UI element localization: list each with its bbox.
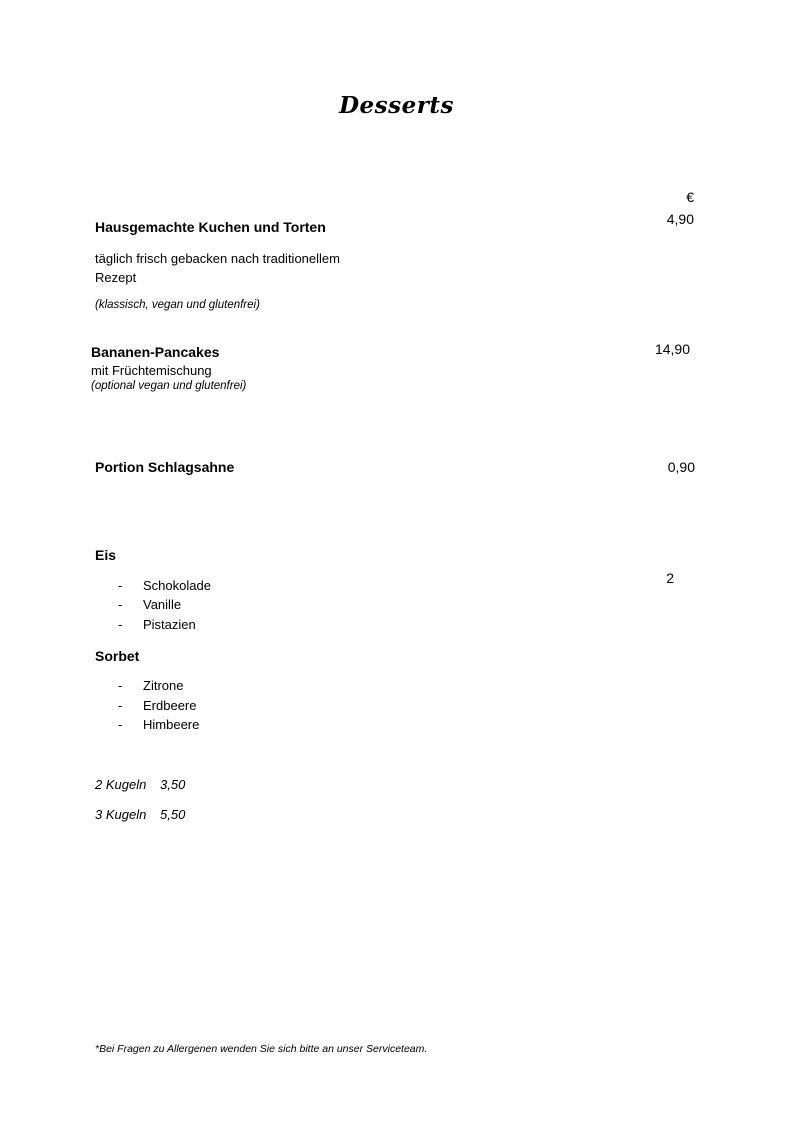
item-name-pancakes: Bananen-Pancakes	[91, 344, 220, 360]
item-price-pancakes: 14,90	[654, 341, 690, 357]
item-note-pancakes: (optional vegan und glutenfrei)	[91, 380, 247, 392]
scoop-price: 5,50	[160, 807, 186, 822]
list-marker: -	[118, 717, 123, 732]
eis-flavor: Pistazien	[143, 617, 196, 632]
item-price-sahne: 0,90	[667, 459, 695, 475]
eis-flavor: Vanille	[143, 597, 182, 612]
item-desc-pancakes: mit Früchtemischung	[91, 363, 212, 378]
item-note-kuchen: (klassisch, vegan und glutenfrei)	[95, 299, 260, 311]
scoop-label: 2 Kugeln	[95, 777, 147, 792]
sorbet-flavor: Erdbeere	[143, 698, 197, 713]
list-marker: -	[118, 617, 123, 632]
scoop-label: 3 Kugeln	[95, 807, 147, 822]
currency-symbol: €	[686, 189, 694, 205]
sorbet-flavor: Zitrone	[143, 678, 184, 693]
eis-price: 2	[666, 570, 674, 586]
item-desc-kuchen-line1: täglich frisch gebacken nach traditionellem	[95, 251, 340, 266]
allergen-footnote: *Bei Fragen zu Allergenen wenden Sie sich bitte an unser Serviceteam.	[95, 1043, 428, 1055]
section-heading-eis: Eis	[95, 547, 117, 563]
sorbet-flavor: Himbeere	[143, 717, 200, 732]
list-marker: -	[118, 678, 123, 693]
item-name-kuchen: Hausgemachte Kuchen und Torten	[95, 219, 326, 235]
item-name-sahne: Portion Schlagsahne	[95, 459, 235, 475]
list-marker: -	[118, 578, 123, 593]
item-price-kuchen: 4,90	[666, 211, 694, 227]
list-marker: -	[118, 597, 123, 612]
section-heading-sorbet: Sorbet	[95, 648, 140, 664]
item-desc-kuchen-line2: Rezept	[95, 270, 137, 285]
page-title: Desserts	[339, 92, 454, 119]
list-marker: -	[118, 698, 123, 713]
scoop-price: 3,50	[160, 777, 186, 792]
eis-flavor: Schokolade	[143, 578, 211, 593]
